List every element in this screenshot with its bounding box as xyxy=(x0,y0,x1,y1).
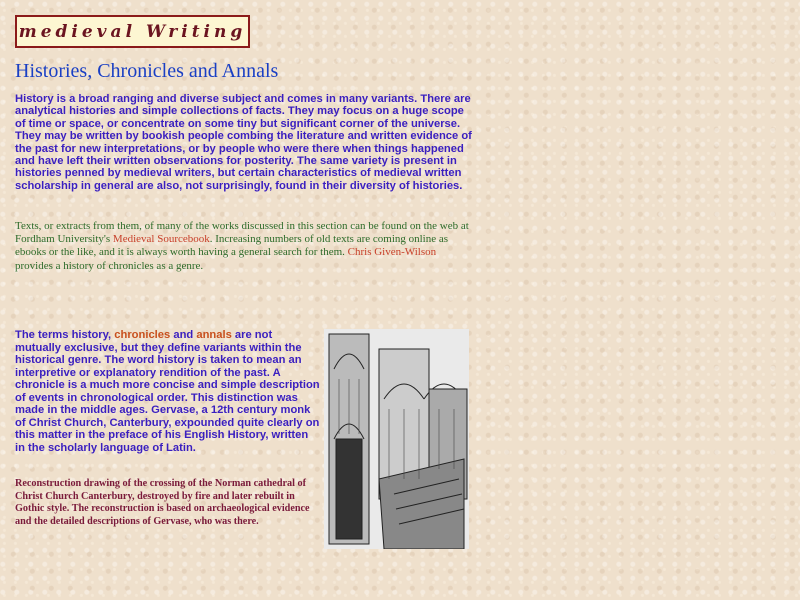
site-banner-logo[interactable] xyxy=(15,15,250,48)
terms-text: The terms history, xyxy=(15,329,115,341)
chris-given-wilson-link[interactable]: Chris Given-Wilson xyxy=(347,246,437,259)
sources-paragraph xyxy=(15,220,470,273)
terms-text: are not mutually exclusive, but they define variants within the historical genre. The word history is taken to mean an interpretive or explanatory rendition of the past. A chronicle is a much more concise and simple description of events in chronological order. This distinction was made in the middle ages. Gervase, a 12th century monk of Christ Church, Canterbury, expounded quite clearly on this matter in the preface of his English History, written in the scholarly language of Latin. xyxy=(15,329,320,454)
intro-paragraph: History is a broad ranging and diverse subject and comes in many variants. There are analytical histories and simple collections of facts. They may focus on a huge scope of time or space, or concentrate on some tiny but significant corner of the universe. They may be written by bookish people combing the literature and written evidence of the past for new interpretations, or by people who were there when things happened and have left their written observations for posterity. The same variety is present in histories penned by medieval writers, but certain characteristics of medieval written scholarship in general are also, not surprisingly, found in their diversity of histories. xyxy=(15,93,472,192)
banner-text: medieval Writing xyxy=(18,21,247,42)
terms-paragraph xyxy=(15,329,320,454)
sources-text: . Increasing numbers of old texts are coming online as ebooks or the like, and it is always worth having a general search for them. xyxy=(15,233,449,259)
medieval-sourcebook-link[interactable]: Medieval Sourcebook xyxy=(112,233,210,246)
image-caption: Reconstruction drawing of the crossing of the Norman cathedral of Christ Church Canterbury, destroyed by fire and later rebuilt in Gothic style. The reconstruction is based on archaeological evidence and the detailed descriptions of Gervase, who was there. xyxy=(15,478,310,528)
cathedral-drawing-image xyxy=(324,329,469,549)
sources-text: Texts, or extracts from them, of many of the works discussed in this section can be found on the web at Fordham University's xyxy=(15,220,469,246)
annals-link[interactable]: annals xyxy=(196,329,232,341)
chronicles-link[interactable]: chronicles xyxy=(114,329,171,341)
sources-text: provides a history of chronicles as a genre. xyxy=(15,259,204,272)
terms-text: and xyxy=(170,329,197,341)
page-title: Histories, Chronicles and Annals xyxy=(15,60,279,82)
